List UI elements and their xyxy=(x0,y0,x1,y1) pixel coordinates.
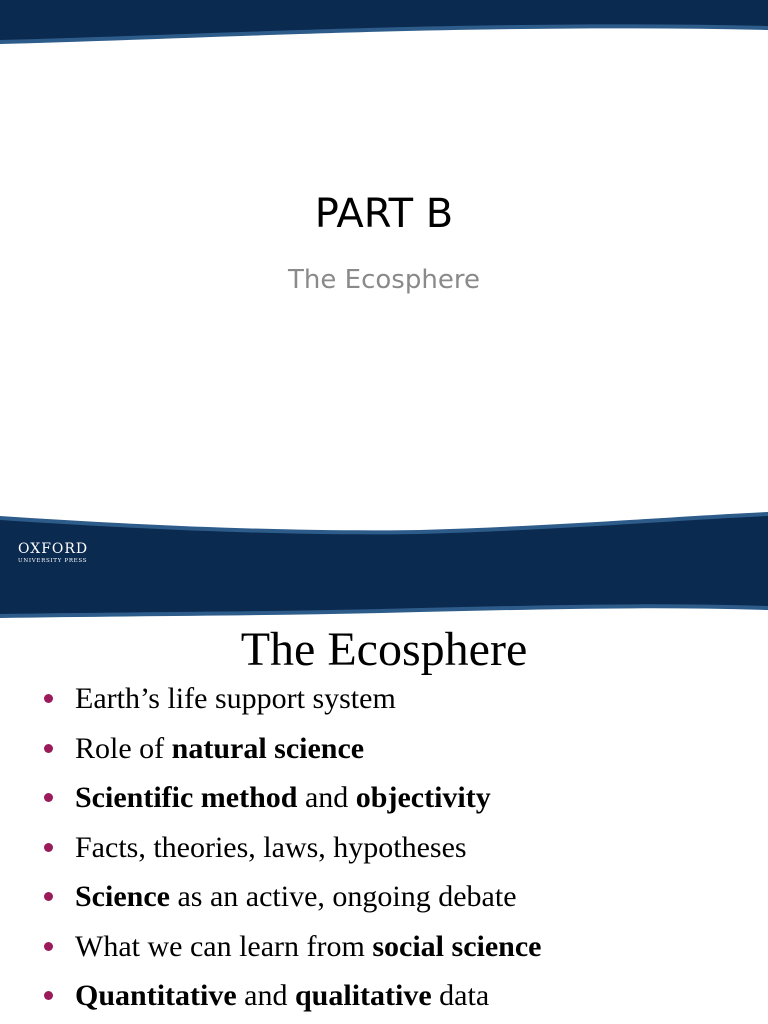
slide-subtitle: The Ecosphere xyxy=(288,265,480,295)
header-wave-banner xyxy=(0,512,768,622)
slide-title: PART B xyxy=(314,191,454,237)
bullet-text: Earth’s life support system xyxy=(75,682,396,715)
bullet-dot-icon xyxy=(44,843,53,852)
bullet-dot-icon xyxy=(44,892,53,901)
logo-line-1: OXFORD xyxy=(18,541,89,557)
bullet-dot-icon xyxy=(44,793,53,802)
bullet-text: Facts, theories, laws, hypotheses xyxy=(75,830,467,864)
bullet-item xyxy=(44,824,760,874)
bullet-dot-icon xyxy=(44,991,53,1000)
bullet-text: What we can learn from social science xyxy=(75,929,542,963)
bullet-item xyxy=(44,725,760,775)
content-title: The Ecosphere xyxy=(240,623,528,676)
bullet-item xyxy=(44,774,760,824)
bullet-text: Quantitative and qualitative data xyxy=(75,979,490,1012)
bullet-text: Science as an active, ongoing debate xyxy=(75,880,517,913)
bullet-item xyxy=(44,923,760,973)
top-wave-banner xyxy=(0,0,768,60)
bullet-item xyxy=(44,675,760,725)
bullet-dot-icon xyxy=(44,744,53,753)
bullet-dot-icon xyxy=(44,942,53,951)
bullet-dot-icon xyxy=(44,694,53,703)
bullet-text: Scientific method and objectivity xyxy=(75,781,491,814)
bullet-item xyxy=(44,873,760,923)
bullet-item xyxy=(44,972,760,1022)
bullet-text: Role of natural science xyxy=(75,731,365,765)
logo-line-2: UNIVERSITY PRESS xyxy=(18,558,88,564)
bullet-list xyxy=(44,675,760,1022)
oxford-logo xyxy=(18,542,88,565)
